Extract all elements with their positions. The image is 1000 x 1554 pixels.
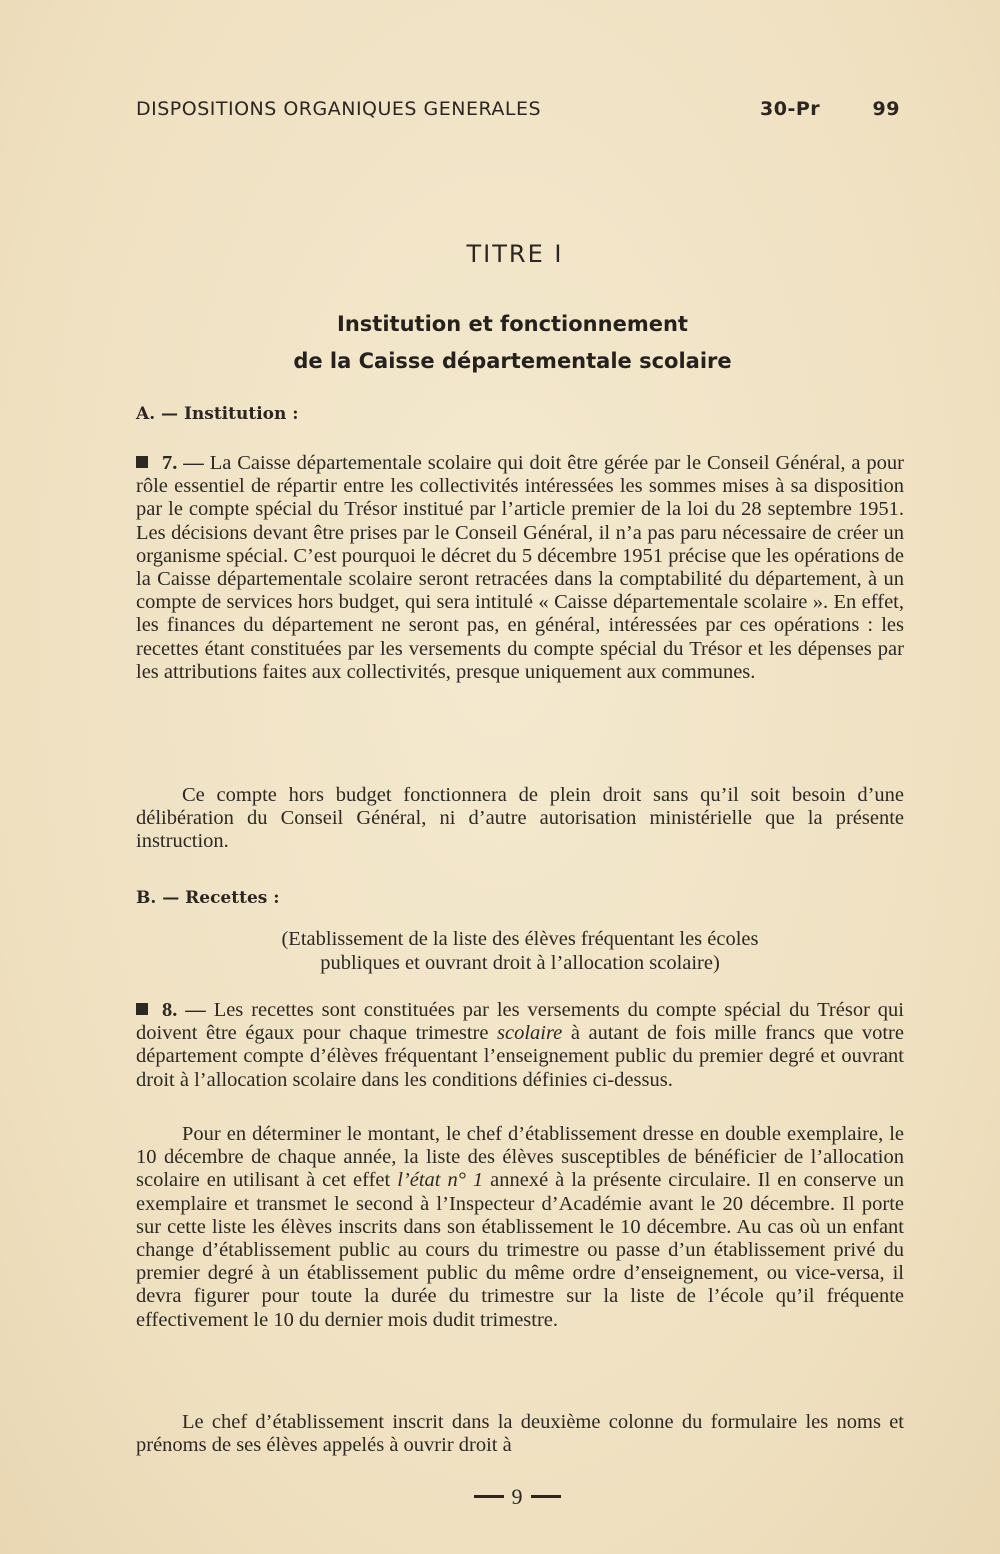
paragraph-italic: l’état n° 1 xyxy=(397,1169,484,1192)
paragraph-italic: scolaire xyxy=(497,1022,563,1045)
paragraph-8-second xyxy=(136,1123,904,1332)
paragraph-text: à autant de fois mille francs que votre département compte d’élèves fréquentant l’enseignement public du premier degré et ouvrant droit à l’allocation scolaire dans les conditions définies ci-dessus. xyxy=(136,1022,904,1091)
paragraph-number: 7. — xyxy=(162,452,204,474)
subtitle xyxy=(0,306,1000,380)
subtitle-line-1: Institution et fonctionnement xyxy=(337,312,688,336)
footer-page-number: 9 xyxy=(511,1484,523,1509)
page-footer xyxy=(0,1484,1000,1510)
paragraph-number: 8. — xyxy=(162,999,206,1021)
paragraph-text: Pour en déterminer le montant, le chef d’établissement dresse en double exemplaire, le 10 décembre de chaque année, la liste des élèves susceptibles de bénéficier de l’allocation scolaire en utilisant à cet effet xyxy=(136,1123,904,1192)
footer-dash-left xyxy=(474,1495,504,1498)
paragraph-8-third xyxy=(136,1411,904,1457)
section-b-heading: B. — Recettes : xyxy=(136,888,280,908)
titre-heading: TITRE I xyxy=(466,240,564,268)
header-code: 30-Pr xyxy=(760,98,821,120)
section-b-subheading xyxy=(180,928,860,975)
header-section-title: DISPOSITIONS ORGANIQUES GENERALES xyxy=(136,98,542,120)
paragraph-text: Ce compte hors budget fonctionnera de plein droit sans qu’il soit besoin d’une délibération du Conseil Général, ni d’autre autorisation ministérielle que la présente instruction. xyxy=(136,784,904,853)
bullet-square-icon xyxy=(136,1003,148,1015)
paragraph-text: Le chef d’établissement inscrit dans la deuxième colonne du formulaire les noms et prénoms de ses élèves appelés à ouvrir droit à xyxy=(136,1411,904,1457)
paragraph-7-continued xyxy=(136,784,904,854)
footer-dash-right xyxy=(531,1495,561,1498)
running-header xyxy=(136,98,904,128)
section-a-heading: A. — Institution : xyxy=(136,404,299,424)
header-page-number: 99 xyxy=(872,98,900,120)
paragraph-text: La Caisse départementale scolaire qui doit être gérée par le Conseil Général, a pour rôle essentiel de répartir entre les collectivités intéressées les sommes mises à sa disposition par le compte spécial du Trésor institué par l’article premier de la loi du 28 septembre 1951. Les décisions devant être prises par le Conseil Général, il n’a pas paru nécessaire de créer un organisme spécial. C’est pourquoi le décret du 5 décembre 1951 précise que les opérations de la Caisse départementale scolaire seront retracées dans la comptabilité du département, à un compte de services hors budget, qui sera intitulé « Caisse départementale scolaire ». En effet, les finances du département ne seront pas, en général, intéressées par ces opérations : les recettes étant constituées par les versements du compte spécial du Trésor et les dépenses par les attributions faites aux collectivités, presque uniquement aux communes. xyxy=(136,452,904,683)
subheading-line-1: (Etablissement de la liste des élèves fréquentant les écoles xyxy=(281,928,759,950)
bullet-square-icon xyxy=(136,456,148,468)
paragraph-8 xyxy=(136,999,904,1092)
subtitle-line-2: de la Caisse départementale scolaire xyxy=(293,349,732,373)
paragraph-text: annexé à la présente circulaire. Il en conserve un exemplaire et transmet le second à l’Inspecteur d’Académie avant le 20 décembre. Il porte sur cette liste les élèves inscrits dans son établissement le 10 décembre. Au cas où un enfant change d’établissement public au cours du trimestre ou passe d’un établissement privé du premier degré à un établissement public du même ordre d’enseignement, ou vice-versa, il devra figurer pour toute la durée du trimestre sur la liste de l’école qu’il fréquente effectivement le 10 du dernier mois dudit trimestre. xyxy=(136,1169,904,1331)
paragraph-text: Les recettes sont constituées par les versements du compte spécial du Trésor qui doivent être égaux pour chaque trimestre xyxy=(136,999,905,1045)
subheading-line-2: publiques et ouvrant droit à l’allocation scolaire) xyxy=(320,951,720,974)
paragraph-7 xyxy=(136,452,904,684)
